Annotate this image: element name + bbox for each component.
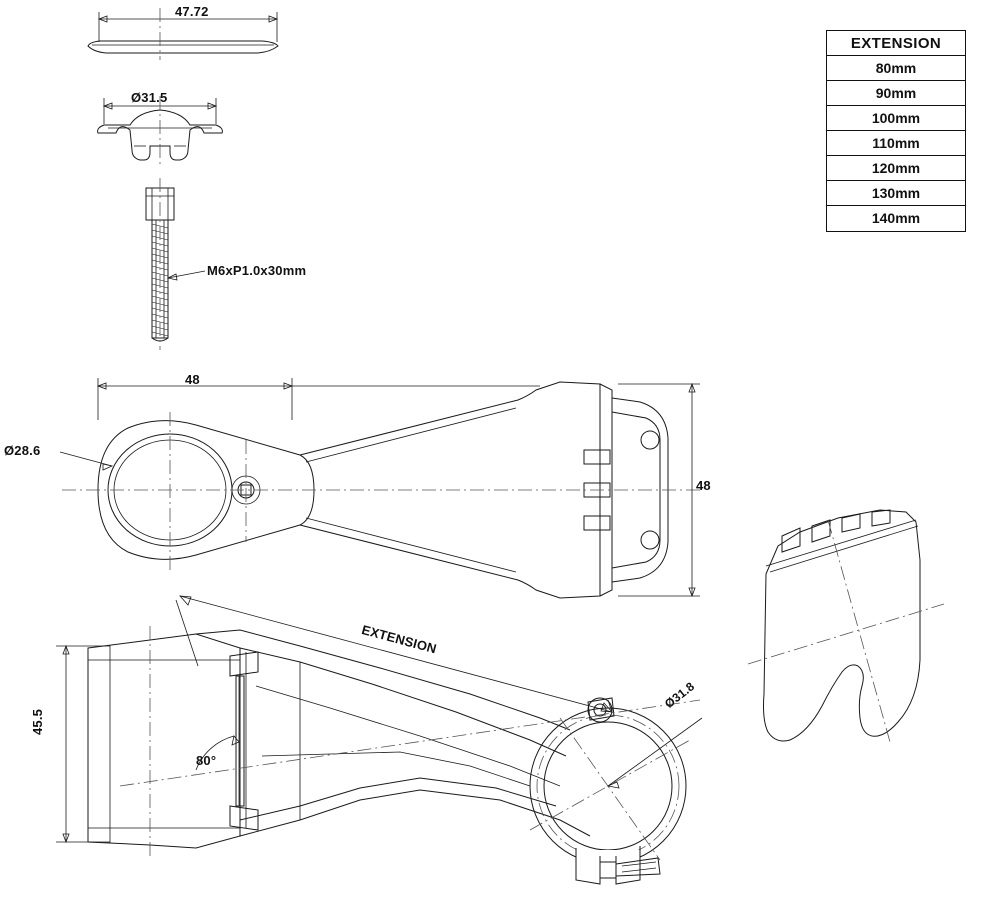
- table-row: 110mm: [827, 131, 965, 156]
- table-row: 130mm: [827, 181, 965, 206]
- barclamp-centerline-b: [560, 718, 660, 860]
- label-bar-clamp-diameter: Ø31.8: [662, 679, 698, 712]
- extension-table: [826, 30, 966, 232]
- faceplate-centerline-b: [748, 604, 944, 664]
- table-row: 90mm: [827, 81, 965, 106]
- table-row: 80mm: [827, 56, 965, 81]
- stem-side-view: [88, 630, 686, 890]
- faceplate-view: [764, 510, 921, 741]
- label-clamp-height: 48: [696, 478, 711, 493]
- label-stack-height: 45.5: [30, 708, 45, 735]
- dim-stack-height: [56, 646, 110, 842]
- label-extension: EXTENSION: [360, 622, 439, 657]
- table-row: 120mm: [827, 156, 965, 181]
- bolt-leader: [168, 271, 205, 278]
- table-row: 100mm: [827, 106, 965, 131]
- dim-bar-clamp-diameter: [608, 718, 702, 788]
- table-row: 140mm: [871, 210, 921, 226]
- sideview-angle-ref: [120, 700, 700, 786]
- cap-side-view: [88, 41, 278, 53]
- extension-table-header: EXTENSION: [827, 31, 965, 56]
- label-angle: 80°: [196, 753, 217, 768]
- label-steerer-diameter: Ø28.6: [4, 443, 41, 458]
- label-bolt-spec: M6xP1.0x30mm: [207, 263, 307, 278]
- label-cap-diameter: Ø31.5: [131, 90, 168, 105]
- label-cap-width: 47.72: [175, 4, 209, 19]
- label-topview-width: 48: [185, 372, 200, 387]
